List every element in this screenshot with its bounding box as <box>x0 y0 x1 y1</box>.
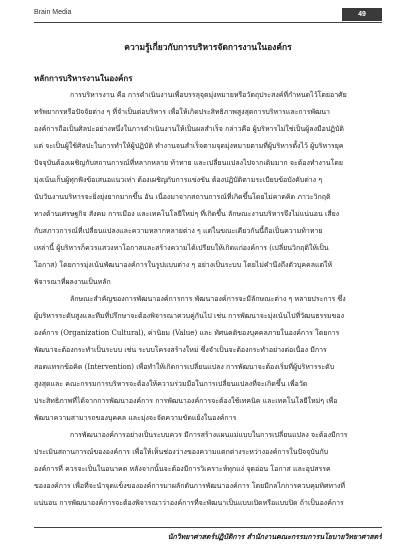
text-line: การพัฒนาองค์การอย่างเป็นระบบควร มีการสร้างแผนแม่แบบในการเปลี่ยนแปลง จะต้องมีการ <box>70 431 348 439</box>
text-line: พัฒนาจะต้องกระทำเป็นระบบ เช่น ระบบโครงสร้างใหม่ ซึ่งจำเป็นจะต้องกระทำอย่างต่อเนื่อง มีการ <box>34 346 327 354</box>
page-number: 49 <box>342 8 382 21</box>
body-text <box>34 87 382 517</box>
page-header <box>34 8 382 20</box>
text-line: ทรัพยากรหรือปัจจัยต่าง ๆ ที่จำเป็นต่อบริหาร เพื่อให้เกิดประสิทธิภาพสูงสุดการบริหารและการพัฒนา <box>34 108 330 116</box>
page-footer: นักวิทยาศาสตร์ปฏิบัติการ สำนักงานคณะกรรมการนโยบายวิทยาศาสตร์ <box>167 532 382 541</box>
paragraph-1 <box>34 87 382 291</box>
text-line: สูงสุดและ คณะกรรมการบริหารจะต้องให้ความร่วมมือในการเปลี่ยนแปลงที่จะเกิดขึ้น เพื่อวัด <box>34 380 308 388</box>
paragraph-2 <box>34 291 382 427</box>
page-title: ความรู้เกี่ยวกับการบริหารจัดการงานในองค์กร <box>124 43 292 53</box>
text-line: ลักษณะสำคัญของการพัฒนาองค์การการ พัฒนาองค์การจะมีลักษณะต่าง ๆ หลายประการ ซึ่ง <box>70 295 346 303</box>
text-line: เหล่านี้ ผู้บริหารก็ควรแสวงหาโอกาสและสร้างความได้เปรียบให้เกิดแก่องค์การ (เปลี่ยนวิกฤติให้เป็น <box>34 244 329 252</box>
text-line: สอดแทรกข้อคิด (Intervention) เพื่อทำให้เกิดการเปลี่ยนแปลง การพัฒนาจะต้องเริ่มที่ผู้บริหารระดับ <box>34 363 335 371</box>
paragraph-3 <box>34 427 382 512</box>
text-line: การบริหารงาน คือ การดำเนินงานเพื่อบรรลุจุดมุ่งหมายหรือวัตถุประสงค์ที่กำหนดไว้โดยอาศัย <box>70 91 347 99</box>
brand-name: Brain Media <box>34 9 72 16</box>
text-line: องค์การถือเป็นศิลปะอย่างหนึ่งในการดำเนินงานให้เป็นผลสำเร็จ กล่าวคือ ผู้บริหารไม่ใช่เป็นผู้ลงมือปฏิบัติ <box>34 125 344 133</box>
section-heading: หลักการบริหารงานในองค์กร <box>34 73 133 83</box>
text-line: กับสภาวการณ์ที่เปลี่ยนแปลงและความหลากหลายต่าง ๆ แต่ในขณะเดียวกันนี้ถือเป็นความท้าทาย <box>34 227 323 235</box>
text-line: ผู้บริหารระดับสูงและทีมที่ปรึกษาจะต้องพิจารณาควบคู่กันไป เช่น การพัฒนาจะมุ่งเน้นไปที่วัฒนธรรมของ <box>34 312 345 320</box>
text-line: พัฒนาความสามารถของบุคคล และมุ่งจะจัดความขัดแย้งในองค์การ <box>34 414 237 422</box>
text-line: ประเมินสถานการณ์ขององค์การ เพื่อให้เห็นช่องว่างของความแตกต่างระหว่างองค์การในปัจจุบันกับ <box>34 448 329 456</box>
text-line: พิจารณาที่ผลงานเป็นหลัก <box>34 278 111 286</box>
header-rule <box>34 22 382 23</box>
text-line: แต่ จะเป็นผู้ใช้ศิลปะในการทำให้ผู้ปฏิบัติ ทำงานจนสำเร็จตามจุดมุ่งหมายตามที่ผู้บริหารตั้งไว้ ผู้บริหารยุค <box>34 142 344 150</box>
text-line: โอกาส) โดยการมุ่งเน้นพัฒนาองค์การในรูปแบบต่าง ๆ อย่างเป็นระบบ โดยไม่คำนึงถึงตัวบุคคลแต่ให้ <box>34 261 333 269</box>
text-line: องค์การ (Organization Cultural), ค่านิยม (Value) และ ทัศนคติของบุคคลภายในองค์การ โดยการ <box>34 329 340 337</box>
text-line: องค์การที่ ควรจะเป็นในอนาคต หลังจากนั้นจะต้องมีการวิเคราะห์ทุกแง่ จุดอ่อน โอกาส และอุปสรรค <box>34 465 331 473</box>
footer-rule <box>34 527 382 528</box>
text-line: นับวันงานบริหารจะยิ่งยุ่งยากมากขึ้น อัน เนื่องมาจากสถานการณ์ที่เกิดขึ้นโดยไม่คาดคิด ภาวะวิกฤติ <box>34 193 331 201</box>
text-line: ประสิทธิภาพที่ได้จากการพัฒนาองค์การ การพัฒนาองค์การจะต้องใช้เทคนิค และเทคโนโลยีใหม่ๆ เพื่อ <box>34 397 338 405</box>
text-line: ทางด้านเศรษฐกิจ สังคม การเมือง และเทคโนโลยีใหม่ๆ ที่เกิดขึ้น ลักษณะงานบริหารจึงไม่แน่นอน เสี่ยง <box>34 210 340 218</box>
text-line: ขององค์การ เพื่อที่จะนำจุดแข็งขององค์การมาผลักดันการพัฒนาองค์การ โดยมีกลไกการควบคุมทิศทางที่ <box>34 482 346 490</box>
text-line: แน่นอน การพัฒนาองค์การจะต้องพิจารณาว่าองค์การที่จะพัฒนาเป็นแบบเปิดหรือแบบปิด ถ้าเป็นองค์การ <box>34 499 344 507</box>
text-line: มุ่งเน้นเก็บผู้ทุกฟังข้อเสนอแนวเท่า ต้องเผชิญกับการแข่งขัน ต้องปฏิบัติตามระเบียบข้อบังคับต่าง ๆ <box>34 176 323 184</box>
text-line: ปัจจุบันต้องเผชิญกับสถานการณ์ที่หลากหลาย ท้าทาย และเปลี่ยนแปลงไปจากเดิมมาก จะต้องทำงานโดย <box>34 159 343 167</box>
